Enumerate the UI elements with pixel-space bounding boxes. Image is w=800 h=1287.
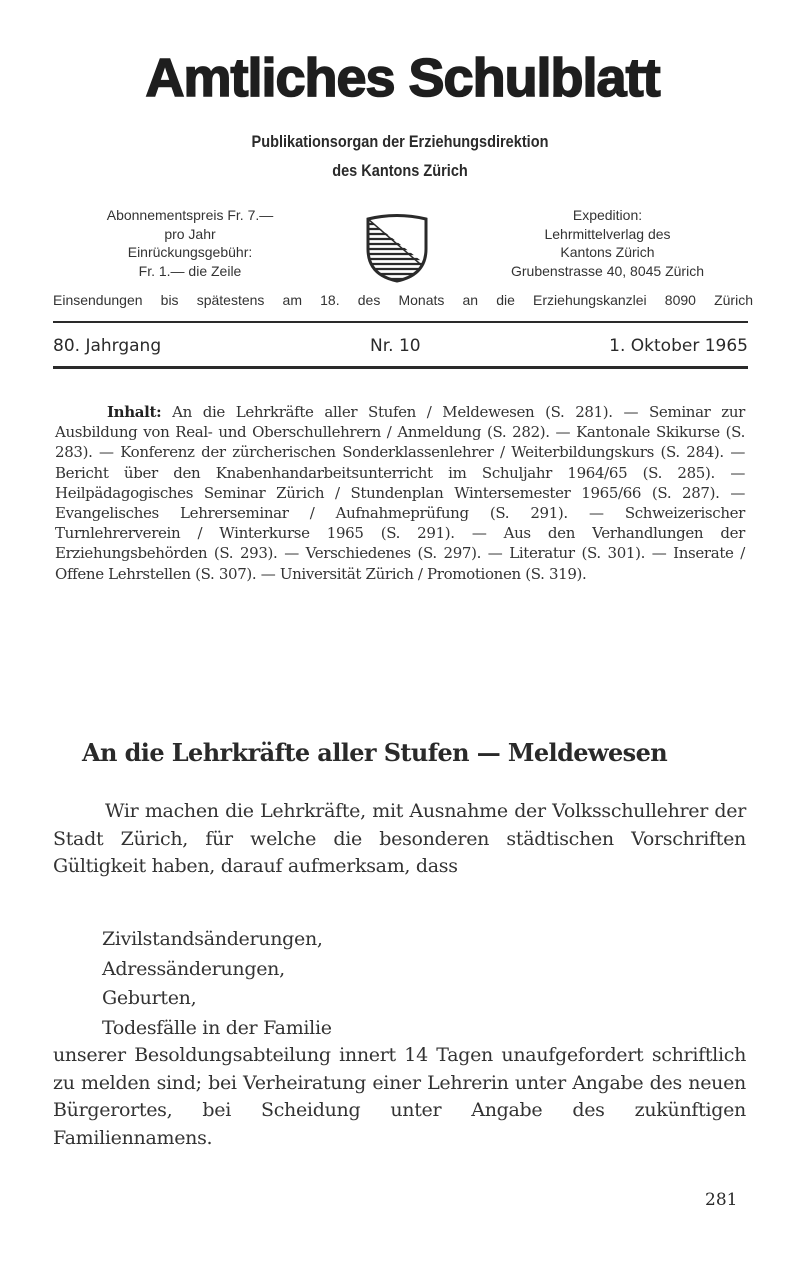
list-item: Adressänderungen, bbox=[102, 957, 285, 980]
subscription-line: pro Jahr bbox=[164, 225, 216, 242]
issue-bar bbox=[53, 333, 748, 359]
list-item: Todesfälle in der Familie bbox=[102, 1016, 332, 1039]
article-paragraph-2: unserer Besoldungsabteilung innert 14 Tagen unaufgefordert schriftlich zu melden sind; bei Verheiratung einer Lehrerin unter Angabe des neuen Bürgerortes, bei Scheidung unter Angabe des zukünftigen Familiennamens. bbox=[53, 1044, 746, 1149]
issue-date: 1. Oktober 1965 bbox=[609, 336, 748, 356]
masthead-subtitle-canton: des Kantons Zürich bbox=[332, 162, 468, 180]
submissions-note: Einsendungen bis spätestens am 18. des Monats an die Erziehungskanzlei 8090 Zürich bbox=[53, 292, 753, 308]
contents-label: Inhalt: bbox=[107, 403, 162, 421]
article-list bbox=[102, 925, 332, 1043]
list-item: Zivilstandsänderungen, bbox=[102, 928, 323, 950]
table-of-contents bbox=[55, 402, 745, 584]
issue-volume: 80. Jahrgang bbox=[53, 336, 162, 356]
page-number: 281 bbox=[705, 1190, 738, 1210]
subscription-line: Abonnementspreis Fr. 7.— bbox=[106, 207, 274, 223]
divider-top bbox=[53, 321, 748, 323]
zurich-coat-of-arms-icon bbox=[364, 213, 430, 283]
expedition-line: Lehrmittelverlag des bbox=[544, 225, 671, 242]
expedition-line: Grubenstrasse 40, 8045 Zürich bbox=[511, 262, 704, 279]
masthead-subtitle: Publikationsorgan der Erziehungsdirektion bbox=[251, 133, 549, 151]
divider-bottom bbox=[53, 366, 748, 369]
subscription-line: Einrückungsgebühr: bbox=[127, 244, 253, 260]
subscription-info bbox=[80, 206, 300, 280]
list-item: Geburten, bbox=[102, 987, 197, 1009]
expedition-info bbox=[480, 206, 735, 280]
subscription-line: Fr. 1.— die Zeile bbox=[138, 262, 242, 279]
article-paragraph-1: Wir machen die Lehrkräfte, mit Ausnahme der Volksschullehrer der Stadt Zürich, für welche die besonderen städtischen Vorschriften Gültigkeit haben, darauf aufmerksam, dass bbox=[53, 800, 746, 877]
contents-text: An die Lehrkräfte aller Stufen / Meldewesen (S. 281). — Seminar zur Ausbildung von Real- und Oberschullehrern / Anmeldung (S. 282). — Kantonale Skikurse (S. 283). — Konferenz der zürcherischen Sonderklassenlehrer / Weiterbildungskurs (S. 284). — Bericht über den Knabenhandarbeitsunterricht im Schuljahr 1964/65 (S. 285). — Heilpädagogisches Seminar Zürich / Stundenplan Wintersemester 1965/66 (S. 287). — Evangelisches Lehrerseminar / Aufnahmeprüfung (S. 291). — Schweizerischer Turnlehrerverein / Winterkurse 1965 (S. 291). — Aus den Verhandlungen der Erziehungsbehörden (S. 293). — Verschiedenes (S. 297). — Literatur (S. 301). — Inserate / Offene Lehrstellen (S. 307). — Universität Zürich / Promotionen (S. 319). bbox=[55, 403, 745, 583]
masthead-title: Amtliches Schulblatt bbox=[145, 48, 660, 108]
issue-number: Nr. 10 bbox=[370, 336, 421, 356]
expedition-line: Expedition: bbox=[572, 207, 643, 223]
expedition-line: Kantons Zürich bbox=[560, 244, 655, 260]
article-title: An die Lehrkräfte aller Stufen — Meldewesen bbox=[82, 738, 668, 767]
